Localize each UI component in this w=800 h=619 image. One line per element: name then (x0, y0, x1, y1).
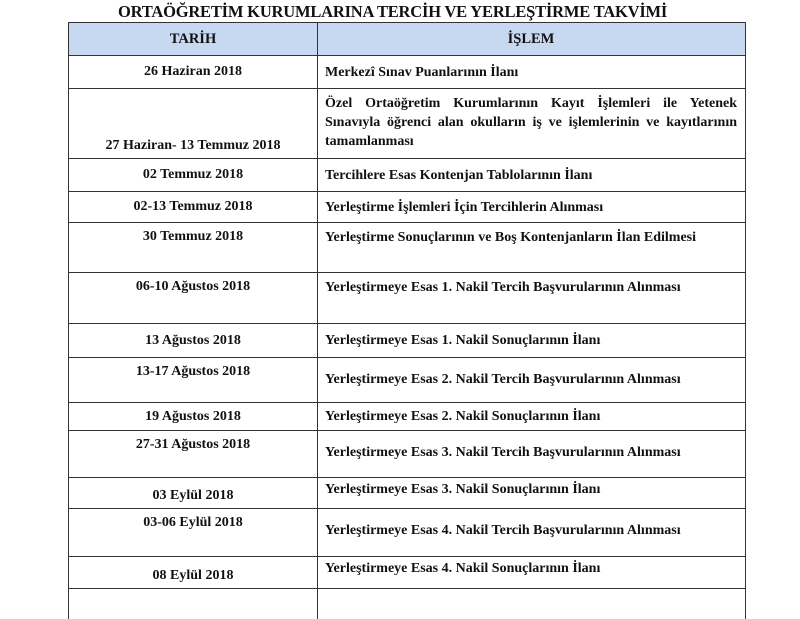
schedule-table (68, 22, 746, 619)
action-cell: Yerleştirme İşlemleri İçin Tercihlerin Alınması (325, 200, 604, 215)
table-row (69, 403, 745, 431)
date-cell: 03-06 Eylül 2018 (69, 509, 318, 556)
table-row (69, 192, 745, 223)
table-row (69, 273, 745, 324)
action-cell: Yerleştirmeye Esas 1. Nakil Tercih Başvurularının Alınması (325, 280, 681, 295)
action-cell: Yerleştirmeye Esas 1. Nakil Sonuçlarının İlanı (325, 333, 601, 348)
action-cell: Yerleştirmeye Esas 3. Nakil Tercih Başvurularının Alınması (325, 445, 681, 460)
action-cell (318, 589, 745, 619)
date-cell: 06-10 Ağustos 2018 (69, 273, 318, 323)
table-row (69, 159, 745, 192)
date-cell: 13-17 Ağustos 2018 (69, 358, 318, 402)
action-cell: Yerleştirme Sonuçlarının ve Boş Kontenjanların İlan Edilmesi (325, 230, 697, 245)
table-row (69, 509, 745, 557)
table-row (69, 557, 745, 589)
column-header-date: TARİH (69, 23, 318, 55)
date-cell: 30 Temmuz 2018 (69, 223, 318, 272)
action-cell: Merkezî Sınav Puanlarının İlanı (325, 65, 519, 80)
action-cell: Yerleştirmeye Esas 3. Nakil Sonuçlarının İlanı (325, 482, 601, 497)
table-row (69, 89, 745, 159)
action-cell: Yerleştirmeye Esas 2. Nakil Sonuçlarının İlanı (325, 409, 601, 424)
table-row (69, 431, 745, 478)
date-cell: 27 Haziran- 13 Temmuz 2018 (69, 89, 318, 158)
action-cell: Yerleştirmeye Esas 2. Nakil Tercih Başvurularının Alınması (325, 372, 681, 387)
table-row (69, 56, 745, 89)
table-row-partial (69, 589, 745, 619)
date-cell: 02 Temmuz 2018 (69, 159, 318, 191)
date-cell: 19 Ağustos 2018 (69, 403, 318, 430)
date-cell: 08 Eylül 2018 (69, 557, 318, 588)
table-row (69, 223, 745, 273)
table-row (69, 358, 745, 403)
date-cell: 02-13 Temmuz 2018 (69, 192, 318, 222)
date-cell: 13 Ağustos 2018 (69, 324, 318, 357)
table-header (69, 23, 745, 56)
document-title: ORTAÖĞRETİM KURUMLARINA TERCİH VE YERLEŞTİRME TAKVİMİ (118, 2, 668, 21)
date-cell: 27-31 Ağustos 2018 (69, 431, 318, 477)
table-row (69, 478, 745, 509)
date-cell: 26 Haziran 2018 (69, 56, 318, 88)
column-header-action: İŞLEM (507, 30, 555, 47)
action-cell: Özel Ortaöğretim Kurumlarının Kayıt İşlemleri ile Yetenek Sınavıyla öğrenci alan okulların iş ve işlemlerinin ve kayıtlarının tamamlanması (325, 96, 737, 149)
action-cell: Tercihlere Esas Kontenjan Tablolarının İlanı (325, 168, 593, 183)
action-cell: Yerleştirmeye Esas 4. Nakil Sonuçlarının İlanı (325, 561, 601, 576)
table-row (69, 324, 745, 358)
action-cell: Yerleştirmeye Esas 4. Nakil Tercih Başvurularının Alınması (325, 523, 681, 538)
date-cell (69, 589, 318, 619)
date-cell: 03 Eylül 2018 (69, 478, 318, 508)
